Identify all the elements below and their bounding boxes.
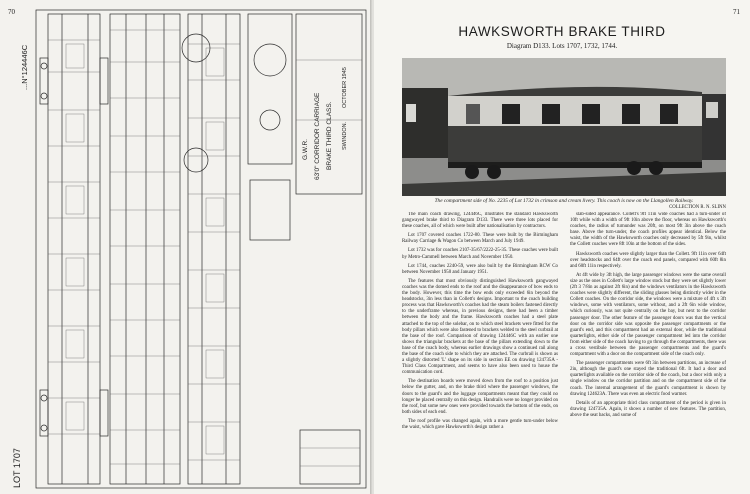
photo-caption: The compartment side of No. 2235 of Lot 1732 in crimson and cream livery. This coach is now on the Llangollen Railway.	[434, 198, 694, 204]
paragraph: Lot 1732 was for coaches 2107-35/67/2222-25-35. These coaches were built by Metro-Cammell between March and November 1950.	[402, 248, 558, 260]
paragraph: Lot 1744, coaches 2240-59, were also built by the Birmingham RCW Co between November 1950 and January 1951.	[402, 263, 558, 275]
drawing-office: SWINDON.	[342, 121, 348, 150]
drawing-number: ...N°124446C	[20, 44, 29, 90]
paragraph: Lot 1707 covered coaches 1722-80. These were built by the Birmingham Railway Carriage & Wagon Co between March and July 1949.	[402, 233, 558, 245]
coach-technical-drawing	[0, 0, 372, 494]
paragraph: At 4ft wide by 3ft high, the large passenger windows were the same overall size as the ones in Collett's large window stock but they were set slightly lower (2ft 3 7/8in as against 2ft 6in) and the windows ventilators in the Hawksworth coaches were slightly different, the sliding glasses being distinctly wider in the Collett coaches. On the corridor side, the windows were a mixture of 4ft x 3ft windows, some with ventilators, some without, and a 2ft 6in wide window, which curiously, was not quite centrally on the bay, but next to the corridor passenger door. The other feature of the passenger doors was that the vertical door on the corridor side was opposite the passenger compartments or the guard's end, and this compartment had an external door, while the traditional quarterlights, either side of the passenger compartment led into the corridor from either side of the coach having to go through the compartments, there was a cross vestibule between the passenger compartments and the guard's compartment with a door on the compartment side of the coach only.	[570, 272, 726, 358]
right-page	[374, 0, 750, 494]
right-page-number: 71	[733, 8, 740, 16]
article-subtitle: Diagram D133. Lots 1707, 1732, 1744.	[506, 42, 618, 50]
text-column-2	[570, 212, 726, 488]
left-page-number: 70	[8, 8, 15, 16]
lot-label: LOT 1707	[12, 448, 22, 488]
text-column-1	[402, 212, 558, 488]
paragraph: Details of an appropriate third class compartment of the period is given in drawing 124735A. Again, it shows a number of new features. The partition, above the seat backs, and some of	[570, 400, 726, 418]
paragraph: The main coach drawing, 124446C, illustrates the standard Hawksworth gangwayed brake third to Diagram D133. There were three lots placed for these coaches, all of which were built after nationalisation by contractors.	[402, 212, 558, 230]
coach-photo-image	[402, 58, 726, 196]
paragraph: Hawksworth coaches were slightly larger than the Collett. 9ft 11in over 64ft over headstocks and 64ft over the coach end panels, compared with 60ft 8in and 60ft 11in respectively.	[570, 251, 726, 269]
drawing-title-line-2: 63'0" CORRIDOR CARRIAGE	[314, 92, 321, 180]
drawing-title-line-1: G.W.R.	[302, 139, 309, 160]
article-title: HAWKSWORTH BRAKE THIRD	[458, 24, 666, 39]
coach-photo	[402, 58, 726, 196]
paragraph: slab-sided appearance. Collett's 9ft 11in wide coaches had a turn-under of 10ft while with a width of 9ft 10in above the floor, whereas on Hawksworth's coaches, the radius of turnunder was 20ft, on most 9ft 3in above the coach base. Above the turn-under, the coach profiles appear identical. Below the waist, the width of the Hawksworth coaches only decreased by 5ft 9in, whilst the Collett coaches were 8ft 10in at the bottom of the sides.	[570, 212, 726, 248]
photo-credit: COLLECTION R. N. SLINN	[669, 205, 726, 210]
paragraph: The roof profile was changed again, with a more gentle turn-under below the waist, which gave Hawksworth's design rather a	[402, 418, 558, 430]
paragraph: The destination boards were moved down from the roof to a position just below the gutter, and, on the brake third where the passenger windows, the doors to the guard's and the luggage compartments meant that they could no longer be placed centrally on this design. Handrails were no longer provided on the roof, but some new ones were provided towards the bottom of the ends, on both sides of each end.	[402, 379, 558, 415]
drawing-title-line-3: BRAKE THIRD CLASS.	[326, 101, 333, 170]
drawing-date: OCTOBER 1945	[342, 67, 348, 108]
left-page	[0, 0, 372, 494]
paragraph: The passenger compartments were 6ft 3in between partitions, an increase of 2in, although the guard's one stayed the traditional 6ft. It had a door and quarterlights available on the corridor side of the coach, but a door with only a single window on the corridor partition and on the compartment side of the coach. The internal arrangement of the guard's compartment is shown by drawing 124623A. There was even an electric food warmer.	[570, 361, 726, 397]
paragraph: The features that most obviously distinguished Hawksworth gangwayed coaches was the domed ends to the roof and the disappearance of bow ends to the body. However, this time the bow ends only exceeded 6in beyond the headstocks, 3in less than in Collett's designs. Important to the coach building process was that Hawksworth's coaches had the steam boilers fastened directly to the underframe whereas, in previous designs, there had been a timber between the body and the frame. Hawksworth coaches had a steel plate attached to the top of the solebar, on to which steel brackets were fitted for the body pillars which were also fastened to brackets welded to the steel curbrail at the base of the roof. Comparison of drawing 124446C with an earlier one shows the triangular brackets at the base of the pillars extending down to the base of the coach body, whereas earlier drawings show a continued rail along the base of the coach side to which they are attached. The curbrail is shown as a slightly distorted 'L' shape on its side in section EE on drawing 124735A - Third Class Compartment, and seems to have also been used to house the communication cord.	[402, 278, 558, 376]
